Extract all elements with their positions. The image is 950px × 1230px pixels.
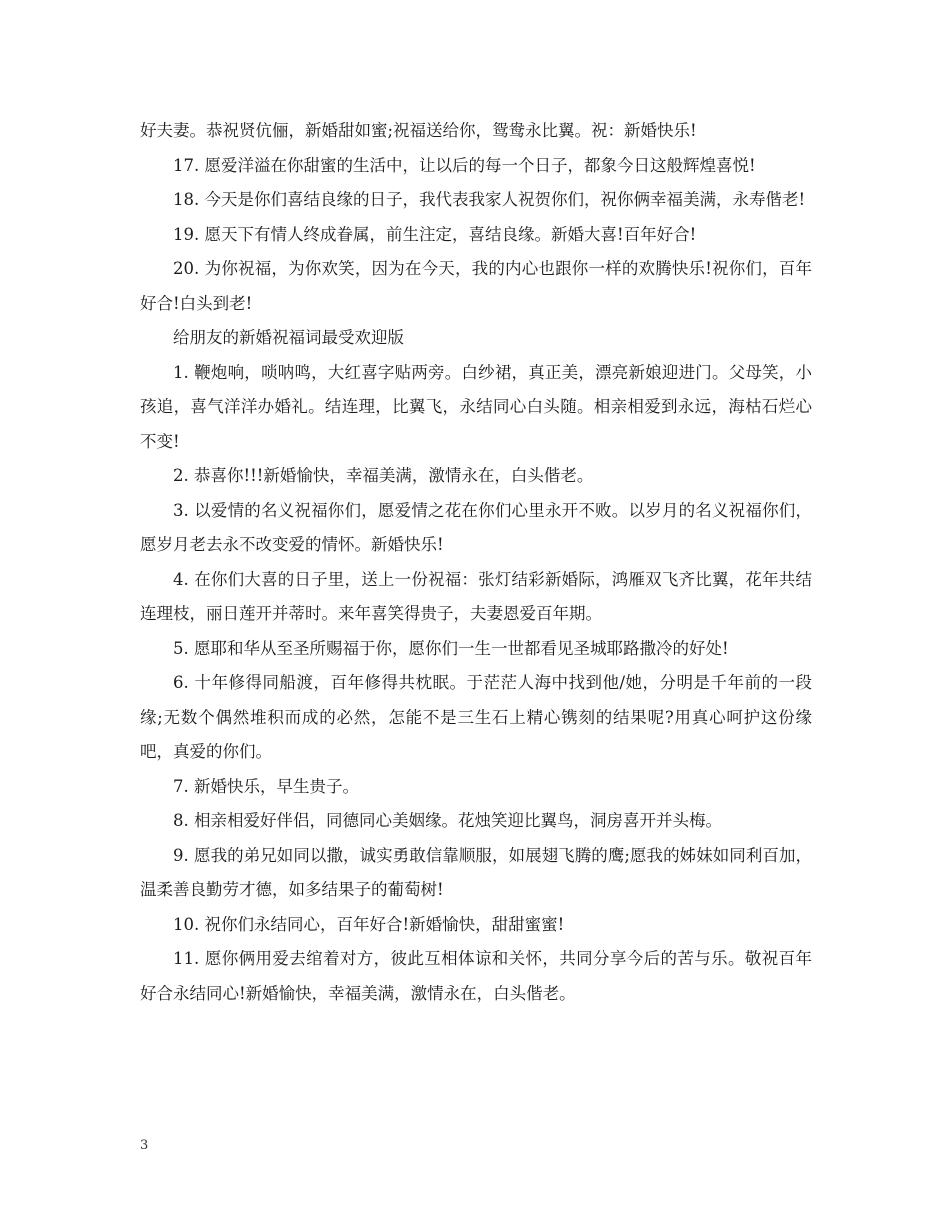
document-body: [140, 114, 812, 1011]
paragraph-item-20: 20. 为你祝福，为你欢笑，因为在今天，我的内心也跟你一样的欢腾快乐!祝你们，百年好合!白头到老!: [140, 259, 812, 313]
paragraph-item-6: 6. 十年修得同船渡，百年修得共枕眠。于茫茫人海中找到他/她，分明是千年前的一段缘;无数个偶然堆积而成的必然，怎能不是三生石上精心镌刻的结果呢?用真心呵护这份缘吧，真爱的你们。: [140, 673, 812, 761]
paragraph-item-7: 7. 新婚快乐，早生贵子。: [173, 776, 359, 796]
paragraph-item-2: 2. 恭喜你!!!新婚愉快，幸福美满，激情永在，白头偕老。: [173, 466, 594, 485]
paragraph-item-9: 9. 愿我的弟兄如同以撒，诚实勇敢信靠顺服，如展翅飞腾的鹰;愿我的姊妹如同利百加，温柔善良勤劳才德，如多结果子的葡萄树!: [140, 845, 812, 899]
paragraph-item-11: 11. 愿你俩用爱去绾着对方，彼此互相体谅和关怀，共同分享今后的苦与乐。敬祝百年好合永结同心!新婚愉快，幸福美满，激情永在，白头偕老。: [140, 949, 812, 1003]
paragraph-continuation: 好夫妻。恭祝贤伉俪，新婚甜如蜜;祝福送给你，鸳鸯永比翼。祝：新婚快乐!: [140, 121, 697, 140]
page-number: 3: [140, 1138, 149, 1153]
paragraph-item-8: 8. 相亲相爱好伴侣，同德同心美姻缘。花烛笑迎比翼鸟，洞房喜开并头梅。: [173, 811, 722, 830]
paragraph-item-17: 17. 愿爱洋溢在你甜蜜的生活中，让以后的每一个日子，都象今日这般辉煌喜悦!: [173, 155, 756, 175]
paragraph-item-5: 5. 愿耶和华从至圣所赐福于你，愿你们一生一世都看见圣城耶路撒冷的好处!: [173, 638, 729, 658]
section-heading: 给朋友的新婚祝福词最受欢迎版: [173, 328, 404, 347]
paragraph-item-10: 10. 祝你们永结同心，百年好合!新婚愉快，甜甜蜜蜜!: [173, 914, 565, 934]
paragraph-item-1: 1. 鞭炮响，唢呐鸣，大红喜字贴两旁。白纱裙，真正美，漂亮新娘迎进门。父母笑，小孩追，喜气洋洋办婚礼。结连理，比翼飞，永结同心白头随。相亲相爱到永远，海枯石烂心不变!: [140, 362, 812, 451]
paragraph-item-18: 18. 今天是你们喜结良缘的日子，我代表我家人祝贺你们，祝你俩幸福美满，永寿偕老!: [173, 190, 806, 209]
paragraph-item-19: 19. 愿天下有情人终成眷属，前生注定，喜结良缘。新婚大喜!百年好合!: [173, 224, 697, 244]
paragraph-item-3: 3. 以爱情的名义祝福你们，愿爱情之花在你们心里永开不败。以岁月的名义祝福你们，愿岁月老去永不改变爱的情怀。新婚快乐!: [140, 500, 812, 554]
paragraph-item-4: 4. 在你们大喜的日子里，送上一份祝福：张灯结彩新婚际，鸿雁双飞齐比翼，花年共结连理枝，丽日莲开并蒂时。来年喜笑得贵子，夫妻恩爱百年期。: [140, 569, 812, 623]
